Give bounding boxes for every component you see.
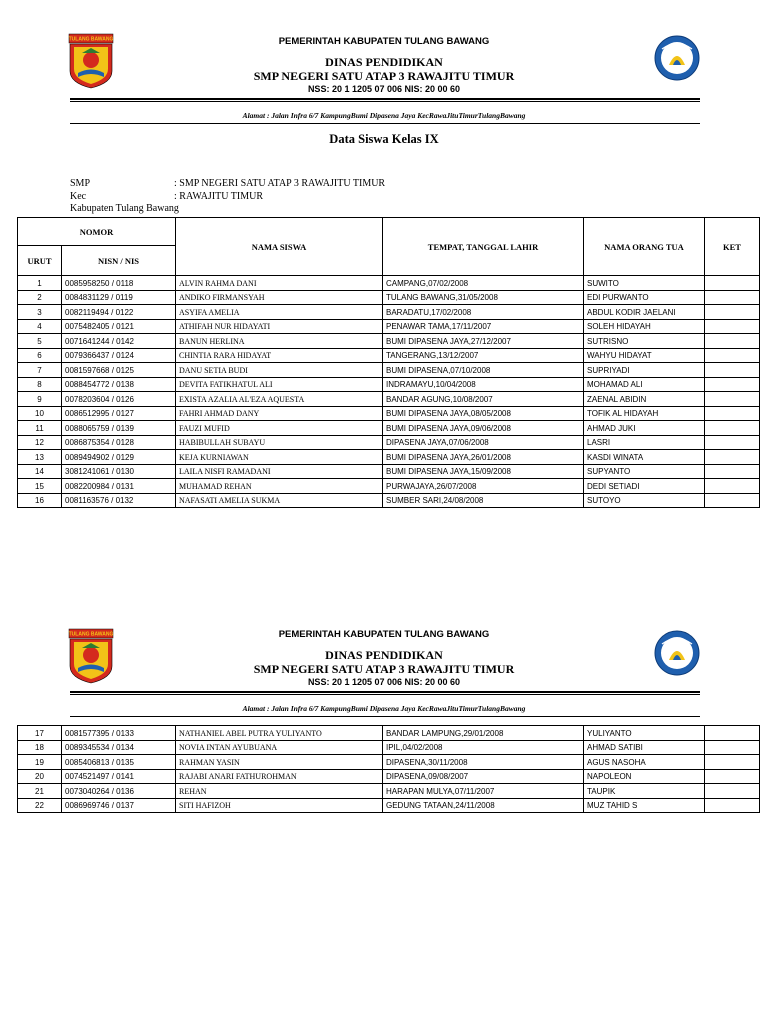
cell-ortu: TOFIK AL HIDAYAH [584,406,705,421]
address-label: Alamat [242,704,266,713]
cell-nisn: 0081163576 / 0132 [62,493,176,508]
cell-nama: SITI HAFIZOH [176,798,383,813]
cell-nisn: 0088454772 / 0138 [62,377,176,392]
cell-ket [705,290,760,305]
school-address [0,111,768,120]
cell-ttl: BUMI DIPASENA JAYA,26/01/2008 [383,450,584,465]
cell-ttl: BUMI DIPASENA JAYA,27/12/2007 [383,334,584,349]
cell-ortu: WAHYU HIDAYAT [584,348,705,363]
cell-nama: RAHMAN YASIN [176,755,383,770]
cell-urut: 15 [18,479,62,494]
cell-nisn: 0074521497 / 0141 [62,769,176,784]
table-row [18,290,760,305]
table-row [18,348,760,363]
cell-ortu: MUZ TAHID S [584,798,705,813]
cell-nama: NATHANIEL ABEL PUTRA YULIYANTO [176,726,383,741]
table-row [18,319,760,334]
cell-urut: 21 [18,784,62,799]
table-row [18,421,760,436]
cell-ttl: BARADATU,17/02/2008 [383,305,584,320]
cell-ttl: DIPASENA,30/11/2008 [383,755,584,770]
cell-urut: 20 [18,769,62,784]
cell-nisn: 0086875354 / 0128 [62,435,176,450]
cell-nisn: 0089345534 / 0134 [62,740,176,755]
cell-ortu: KASDI WINATA [584,450,705,465]
cell-nisn: 0086512995 / 0127 [62,406,176,421]
table-row [18,450,760,465]
cell-ttl: BUMI DIPASENA,07/10/2008 [383,363,584,378]
cell-ttl: TULANG BAWANG,31/05/2008 [383,290,584,305]
table-row [18,406,760,421]
crest-lettering: TULANG BAWANG [68,631,114,638]
school-name: SMP NEGERI SATU ATAP 3 RAWAJITU TIMUR [253,69,515,83]
header-nama-orang-tua: NAMA ORANG TUA [584,218,705,276]
crest-lettering: TULANG BAWANG [68,36,114,43]
cell-nama: BANUN HERLINA [176,334,383,349]
cell-ttl: BANDAR LAMPUNG,29/01/2008 [383,726,584,741]
cell-ket [705,421,760,436]
letterhead-divider-thin [70,101,700,102]
cell-ortu: LASRI [584,435,705,450]
table-row [18,305,760,320]
cell-ortu: ZAENAL ABIDIN [584,392,705,407]
address-divider [70,716,700,717]
cell-ttl: BUMI DIPASENA JAYA,09/06/2008 [383,421,584,436]
cell-ttl: PURWAJAYA,26/07/2008 [383,479,584,494]
letterhead-divider-thin [70,694,700,695]
cell-ket [705,479,760,494]
school-name: SMP NEGERI SATU ATAP 3 RAWAJITU TIMUR [253,662,515,676]
cell-nama: CHINTIA RARA HIDAYAT [176,348,383,363]
cell-urut: 10 [18,406,62,421]
header-ket: KET [705,218,760,276]
cell-nisn: 0081577395 / 0133 [62,726,176,741]
address-text: : Jalan Infra 6/7 KampungBumi Dipasena Jaya KecRawaJituTimurTulangBawang [265,111,526,120]
kec-value: : RAWAJITU TIMUR [174,190,264,202]
cell-urut: 9 [18,392,62,407]
letterhead-divider [70,691,700,693]
table-row [18,435,760,450]
cell-ket [705,305,760,320]
cell-ket [705,798,760,813]
cell-nama: FAHRI AHMAD DANY [176,406,383,421]
cell-ttl: TANGERANG,13/12/2007 [383,348,584,363]
cell-nama: ALVIN RAHMA DANI [176,276,383,291]
cell-ket [705,406,760,421]
cell-ortu: EDI PURWANTO [584,290,705,305]
table-row [18,276,760,291]
cell-ortu: SUPYANTO [584,464,705,479]
cell-ortu: SOLEH HIDAYAH [584,319,705,334]
nss-nis: NSS: 20 1 1205 07 006 NIS: 20 00 60 [307,84,461,94]
cell-ortu: TAUPIK [584,784,705,799]
cell-urut: 2 [18,290,62,305]
header-nomor: NOMOR [18,218,176,246]
cell-ket [705,276,760,291]
cell-ttl: GEDUNG TATAAN,24/11/2008 [383,798,584,813]
cell-urut: 22 [18,798,62,813]
table-row [18,377,760,392]
government-name: PEMERINTAH KABUPATEN TULANG BAWANG [278,629,490,640]
header-nama-siswa: NAMA SISWA [176,218,383,276]
cell-ortu: NAPOLEON [584,769,705,784]
cell-nisn: 0071641244 / 0142 [62,334,176,349]
letterhead-divider [70,98,700,100]
cell-ket [705,769,760,784]
cell-nama: FAUZI MUFID [176,421,383,436]
cell-urut: 19 [18,755,62,770]
cell-nama: NOVIA INTAN AYUBUANA [176,740,383,755]
student-table-continued [17,725,760,813]
page-title: Data Siswa Kelas IX [329,132,439,146]
cell-nisn: 3081241061 / 0130 [62,464,176,479]
table-row [18,479,760,494]
cell-ortu: SUTRISNO [584,334,705,349]
table-row [18,493,760,508]
smp-label: SMP [70,178,91,189]
cell-ttl: INDRAMAYU,10/04/2008 [383,377,584,392]
cell-nisn: 0079366437 / 0124 [62,348,176,363]
cell-nisn: 0088065759 / 0139 [62,421,176,436]
cell-urut: 14 [18,464,62,479]
cell-urut: 7 [18,363,62,378]
smp-value: : SMP NEGERI SATU ATAP 3 RAWAJITU TIMUR [174,178,386,189]
cell-nama: DANU SETIA BUDI [176,363,383,378]
cell-ortu: MOHAMAD ALI [584,377,705,392]
cell-ortu: SUWITO [584,276,705,291]
cell-nisn: 0073040264 / 0136 [62,784,176,799]
cell-ortu: YULIYANTO [584,726,705,741]
cell-nisn: 0082200984 / 0131 [62,479,176,494]
cell-ortu: SUTOYO [584,493,705,508]
cell-ttl: DIPASENA JAYA,07/06/2008 [383,435,584,450]
cell-ket [705,784,760,799]
table-row [18,740,760,755]
cell-nama: REHAN [176,784,383,799]
department-name: DINAS PENDIDIKAN [325,55,443,69]
nss-nis: NSS: 20 1 1205 07 006 NIS: 20 00 60 [307,677,461,687]
address-divider [70,123,700,124]
cell-ttl: CAMPANG,07/02/2008 [383,276,584,291]
cell-nama: ASYIFA AMELIA [176,305,383,320]
address-label: Alamat [242,111,266,120]
address-text: : Jalan Infra 6/7 KampungBumi Dipasena Jaya KecRawaJituTimurTulangBawang [265,704,526,713]
cell-ket [705,493,760,508]
cell-ket [705,726,760,741]
header-nisn-nis: NISN / NIS [62,246,176,276]
cell-ortu: ABDUL KODIR JAELANI [584,305,705,320]
cell-urut: 11 [18,421,62,436]
cell-ttl: BUMI DIPASENA JAYA,15/09/2008 [383,464,584,479]
cell-ket [705,348,760,363]
cell-nama: MUHAMAD REHAN [176,479,383,494]
cell-nisn: 0084831129 / 0119 [62,290,176,305]
cell-ket [705,464,760,479]
cell-ket [705,450,760,465]
cell-nama: ANDIKO FIRMANSYAH [176,290,383,305]
cell-ttl: BUMI DIPASENA JAYA,08/05/2008 [383,406,584,421]
cell-urut: 3 [18,305,62,320]
cell-nisn: 0085406813 / 0135 [62,755,176,770]
cell-nama: HABIBULLAH SUBAYU [176,435,383,450]
cell-ket [705,334,760,349]
cell-ortu: AGUS NASOHA [584,755,705,770]
school-info [70,178,386,216]
cell-ket [705,392,760,407]
cell-nama: EXISTA AZALIA AL'EZA AQUESTA [176,392,383,407]
cell-nisn: 0085958250 / 0118 [62,276,176,291]
cell-urut: 12 [18,435,62,450]
cell-urut: 5 [18,334,62,349]
kabupaten-label: Kabupaten Tulang Bawang [70,203,179,214]
cell-urut: 13 [18,450,62,465]
cell-ket [705,755,760,770]
government-name: PEMERINTAH KABUPATEN TULANG BAWANG [278,36,490,47]
cell-ttl: HARAPAN MULYA,07/11/2007 [383,784,584,799]
school-address [0,704,768,713]
cell-urut: 17 [18,726,62,741]
cell-urut: 1 [18,276,62,291]
cell-ttl: BANDAR AGUNG,10/08/2007 [383,392,584,407]
cell-nisn: 0078203604 / 0126 [62,392,176,407]
table-row [18,392,760,407]
cell-ket [705,319,760,334]
cell-nisn: 0082119494 / 0122 [62,305,176,320]
kec-label: Kec [70,190,87,202]
cell-nisn: 0086969746 / 0137 [62,798,176,813]
cell-ket [705,435,760,450]
cell-ket [705,740,760,755]
cell-nisn: 0075482405 / 0121 [62,319,176,334]
cell-urut: 8 [18,377,62,392]
cell-ortu: AHMAD SATIBI [584,740,705,755]
cell-nisn: 0089494902 / 0129 [62,450,176,465]
cell-ortu: AHMAD JUKI [584,421,705,436]
cell-ket [705,377,760,392]
table-row [18,798,760,813]
cell-nisn: 0081597668 / 0125 [62,363,176,378]
table-row [18,726,760,741]
table-row [18,464,760,479]
table-row [18,363,760,378]
cell-nama: ATHIFAH NUR HIDAYATI [176,319,383,334]
table-row [18,755,760,770]
cell-urut: 18 [18,740,62,755]
table-row [18,334,760,349]
cell-ttl: IPIL,04/02/2008 [383,740,584,755]
cell-ortu: DEDI SETIADI [584,479,705,494]
cell-ket [705,363,760,378]
cell-ttl: DIPASENA,09/08/2007 [383,769,584,784]
student-table [17,217,760,508]
department-name: DINAS PENDIDIKAN [325,648,443,662]
table-row [18,769,760,784]
cell-urut: 16 [18,493,62,508]
cell-nama: KEJA KURNIAWAN [176,450,383,465]
cell-nama: RAJABI ANARI FATHUROHMAN [176,769,383,784]
cell-urut: 6 [18,348,62,363]
cell-ttl: SUMBER SARI,24/08/2008 [383,493,584,508]
cell-nama: NAFASATI AMELIA SUKMA [176,493,383,508]
header-urut: URUT [18,246,62,276]
table-row [18,784,760,799]
header-tempat-tanggal-lahir: TEMPAT, TANGGAL LAHIR [383,218,584,276]
cell-nama: DEVITA FATIKHATUL ALI [176,377,383,392]
cell-nama: LAILA NISFI RAMADANI [176,464,383,479]
cell-ortu: SUPRIYADI [584,363,705,378]
cell-urut: 4 [18,319,62,334]
cell-ttl: PENAWAR TAMA,17/11/2007 [383,319,584,334]
